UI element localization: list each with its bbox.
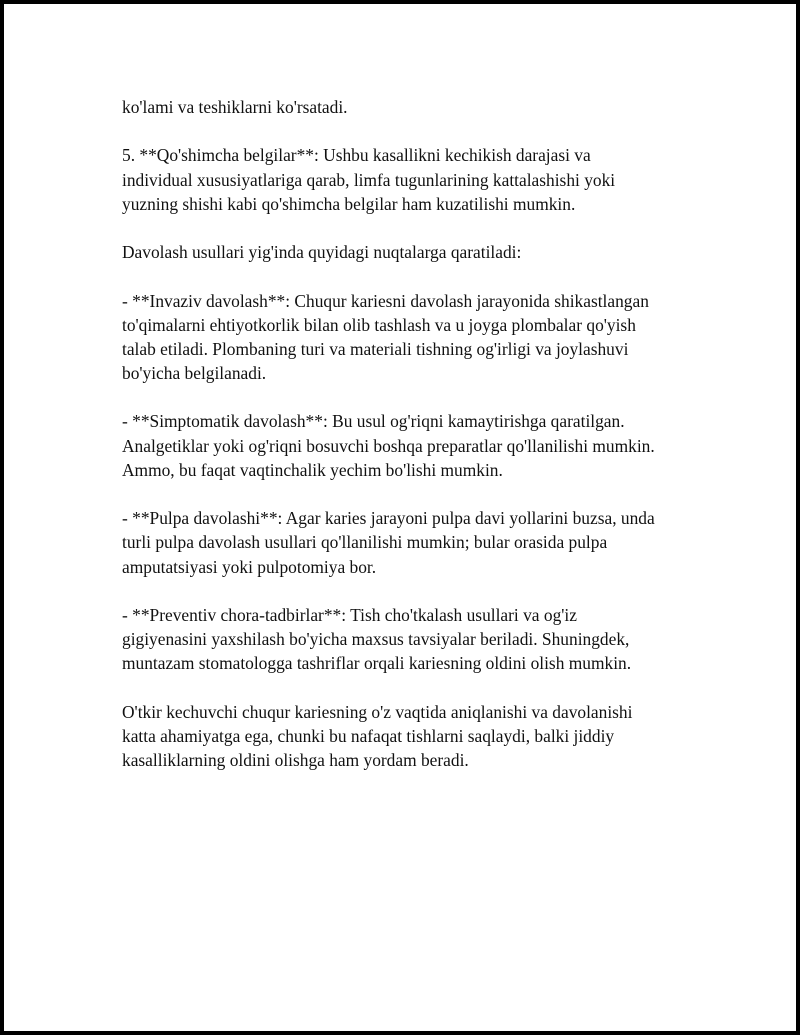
text-line: individual xususiyatlariga qarab, limfa tugunlarining kattalashishi yoki [122, 169, 616, 190]
document-body [122, 95, 712, 796]
text-line: katta ahamiyatga ega, chunki bu nafaqat tishlarni saqlaydi, balki jiddiy [122, 725, 615, 746]
text-line: Davolash usullari yig'inda quyidagi nuqtalarga qaratiladi: [122, 242, 522, 263]
text-line: gigiyenasini yaxshilash bo'yicha maxsus tavsiyalar beriladi. Shuningdek, [122, 629, 630, 650]
paragraph-conclusion [122, 700, 712, 773]
text-line: - **Preventiv chora-tadbirlar**: Tish cho'tkalash usullari va og'iz [122, 604, 577, 625]
text-line: Ammo, bu faqat vaqtinchalik yechim bo'lishi mumkin. [122, 459, 503, 480]
paragraph-additional-signs [122, 143, 712, 216]
paragraph-invasive-treatment [122, 289, 712, 386]
text-line: 5. **Qo'shimcha belgilar**: Ushbu kasallikni kechikish darajasi va [122, 145, 591, 166]
text-line: amputatsiyasi yoki pulpotomiya bor. [122, 556, 377, 577]
paragraph-preventive-measures [122, 603, 712, 676]
text-line: turli pulpa davolash usullari qo'llanilishi mumkin; bular orasida pulpa [122, 532, 608, 553]
text-line: muntazam stomatologga tashriflar orqali kariesning oldini olish mumkin. [122, 653, 632, 674]
text-line: - **Simptomatik davolash**: Bu usul og'riqni kamaytirishga qaratilgan. [122, 411, 625, 432]
text-line: - **Pulpa davolashi**: Agar karies jarayoni pulpa davi yollarini buzsa, unda [122, 508, 655, 529]
text-line: bo'yicha belgilanadi. [122, 363, 267, 384]
text-line: yuzning shishi kabi qo'shimcha belgilar ham kuzatilishi mumkin. [122, 193, 576, 214]
text-line: O'tkir kechuvchi chuqur kariesning o'z vaqtida aniqlanishi va davolanishi [122, 701, 633, 722]
paragraph-intro-fragment [122, 95, 712, 119]
text-line: - **Invaziv davolash**: Chuqur kariesni davolash jarayonida shikastlangan [122, 290, 649, 311]
text-line: talab etiladi. Plombaning turi va materiali tishning og'irligi va joylashuvi [122, 338, 629, 359]
text-line: to'qimalarni ehtiyotkorlik bilan olib tashlash va u joyga plombalar qo'yish [122, 314, 636, 335]
text-line: kasalliklarning oldini olishga ham yordam beradi. [122, 750, 469, 771]
paragraph-pulp-treatment [122, 506, 712, 579]
paragraph-symptomatic-treatment [122, 409, 712, 482]
text-line: Analgetiklar yoki og'riqni bosuvchi boshqa preparatlar qo'llanilishi mumkin. [122, 435, 655, 456]
paragraph-treatment-intro [122, 240, 712, 264]
text-line: ko'lami va teshiklarni ko'rsatadi. [122, 97, 348, 117]
